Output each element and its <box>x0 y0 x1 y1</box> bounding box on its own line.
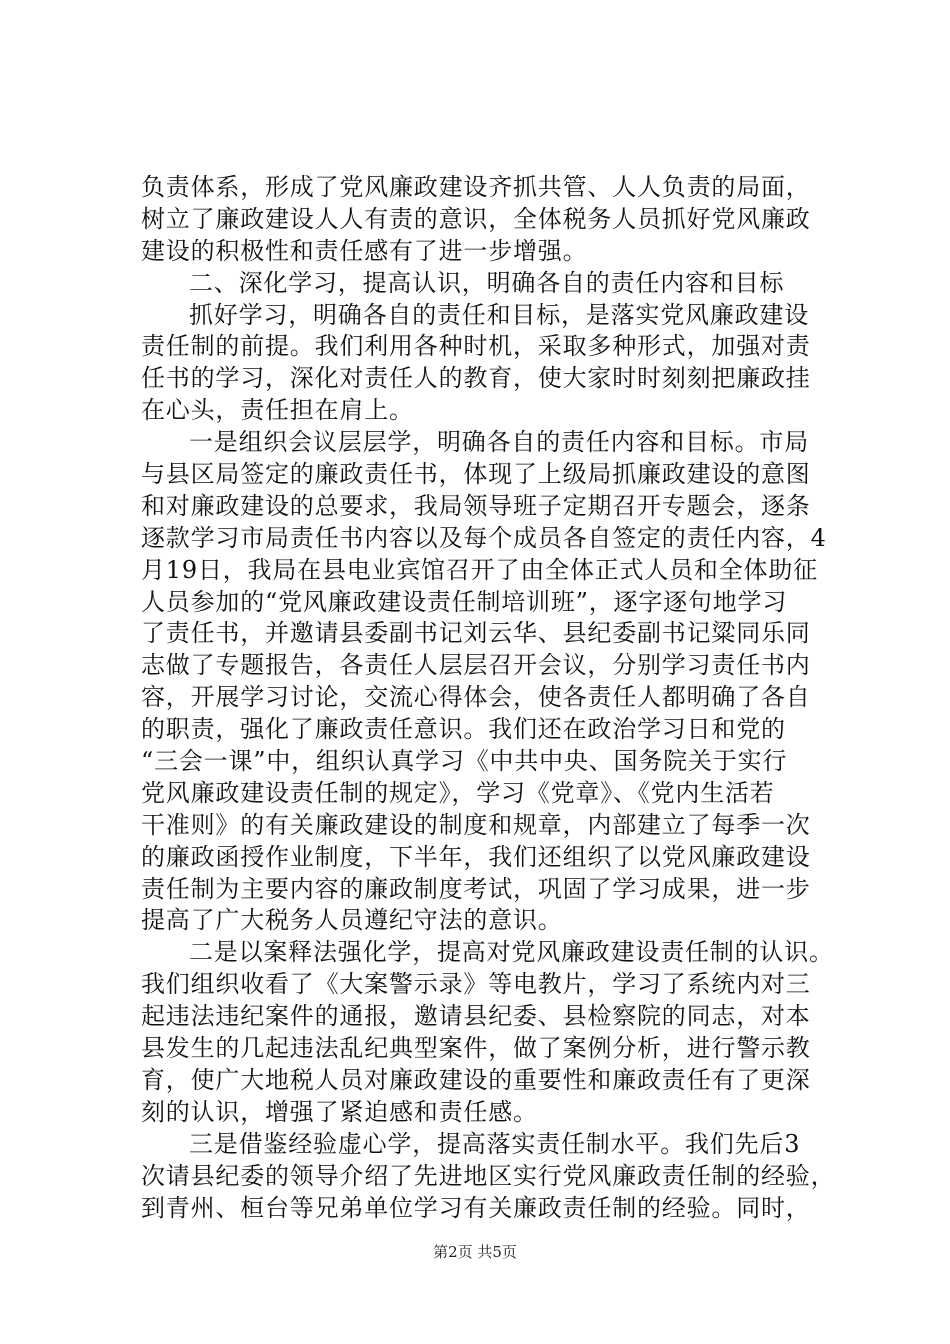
page-footer <box>0 1242 950 1262</box>
text-line: 责任制的前提。我们利用各种时机，采取多种形式，加强对责 <box>141 332 811 361</box>
text-line: 到青州、桓台等兄弟单位学习有关廉政责任制的经验。同时， <box>141 1193 811 1222</box>
document-body <box>141 172 836 1224</box>
text-line: 和对廉政建设的总要求，我局领导班子定期召开专题会，逐条 <box>141 491 811 520</box>
text-line: 县发生的几起违法乱纪典型案件，做了案例分析，进行警示教 <box>141 1034 811 1063</box>
text-line: 月19日，我局在县电业宾馆召开了由全体正式人员和全体助征 <box>141 555 818 584</box>
text-line: 建设的积极性和责任感有了进一步增强。 <box>141 236 588 265</box>
text-line: 在心头，责任担在肩上。 <box>141 396 414 425</box>
text-line: 任书的学习，深化对责任人的教育，使大家时时刻刻把廉政挂 <box>141 364 811 393</box>
text-line: “三会一课”中，组织认真学习《中共中央、国务院关于实行 <box>141 747 788 776</box>
text-line: 刻的认识，增强了紧迫感和责任感。 <box>141 1097 538 1126</box>
text-line: 志做了专题报告，各责任人层层召开会议，分别学习责任书内 <box>141 651 811 680</box>
text-line: 次请县纪委的领导介绍了先进地区实行党风廉政责任制的经验， <box>141 1161 836 1190</box>
text-line: 一是组织会议层层学，明确各自的责任内容和目标。市局 <box>189 428 809 457</box>
text-line: 逐款学习市局责任书内容以及每个成员各自签定的责任内容，4 <box>141 523 827 552</box>
text-line: 容，开展学习讨论，交流心得体会，使各责任人都明确了各自 <box>141 683 811 712</box>
text-line: 我们组织收看了《大案警示录》等电教片，学习了系统内对三 <box>141 970 811 999</box>
text-line: 与县区局签定的廉政责任书，体现了上级局抓廉政建设的意图 <box>141 460 811 489</box>
text-line: 负责体系，形成了党风廉政建设齐抓共管、人人负责的局面， <box>141 173 811 201</box>
page-number: 第2页 共5页 <box>433 1243 517 1261</box>
text-line: 了责任书，并邀请县委副书记刘云华、县纪委副书记粱同乐同 <box>141 619 811 648</box>
section-heading: 二、深化学习，提高认识，明确各自的责任内容和目标 <box>189 268 785 297</box>
text-line: 党风廉政建设责任制的规定》，学习《党章》、《党内生活若 <box>141 778 775 807</box>
text-line: 育，使广大地税人员对廉政建设的重要性和廉政责任有了更深 <box>141 1065 811 1094</box>
text-line: 三是借鉴经验虚心学，提高落实责任制水平。我们先后3 <box>189 1129 801 1158</box>
text-line: 责任制为主要内容的廉政制度考试，巩固了学习成果，进一步 <box>141 874 811 903</box>
text-line: 抓好学习，明确各自的责任和目标，是落实党风廉政建设 <box>189 300 809 329</box>
text-line: 人员参加的“党风廉政建设责任制培训班”，逐字逐句地学习 <box>141 587 788 616</box>
text-line: 干准则》的有关廉政建设的制度和规章，内部建立了每季一次 <box>141 810 811 839</box>
text-line: 的廉政函授作业制度，下半年，我们还组织了以党风廉政建设 <box>141 842 811 871</box>
text-line: 起违法违纪案件的通报，邀请县纪委、县检察院的同志，对本 <box>141 1002 811 1031</box>
text-line: 的职责，强化了廉政责任意识。我们还在政治学习日和党的 <box>141 715 786 744</box>
text-line: 二是以案释法强化学，提高对党风廉政建设责任制的认识。 <box>189 938 834 967</box>
text-line: 提高了广大税务人员遵纪守法的意识。 <box>141 906 563 935</box>
text-line: 树立了廉政建设人人有责的意识，全体税务人员抓好党风廉政 <box>141 204 811 233</box>
